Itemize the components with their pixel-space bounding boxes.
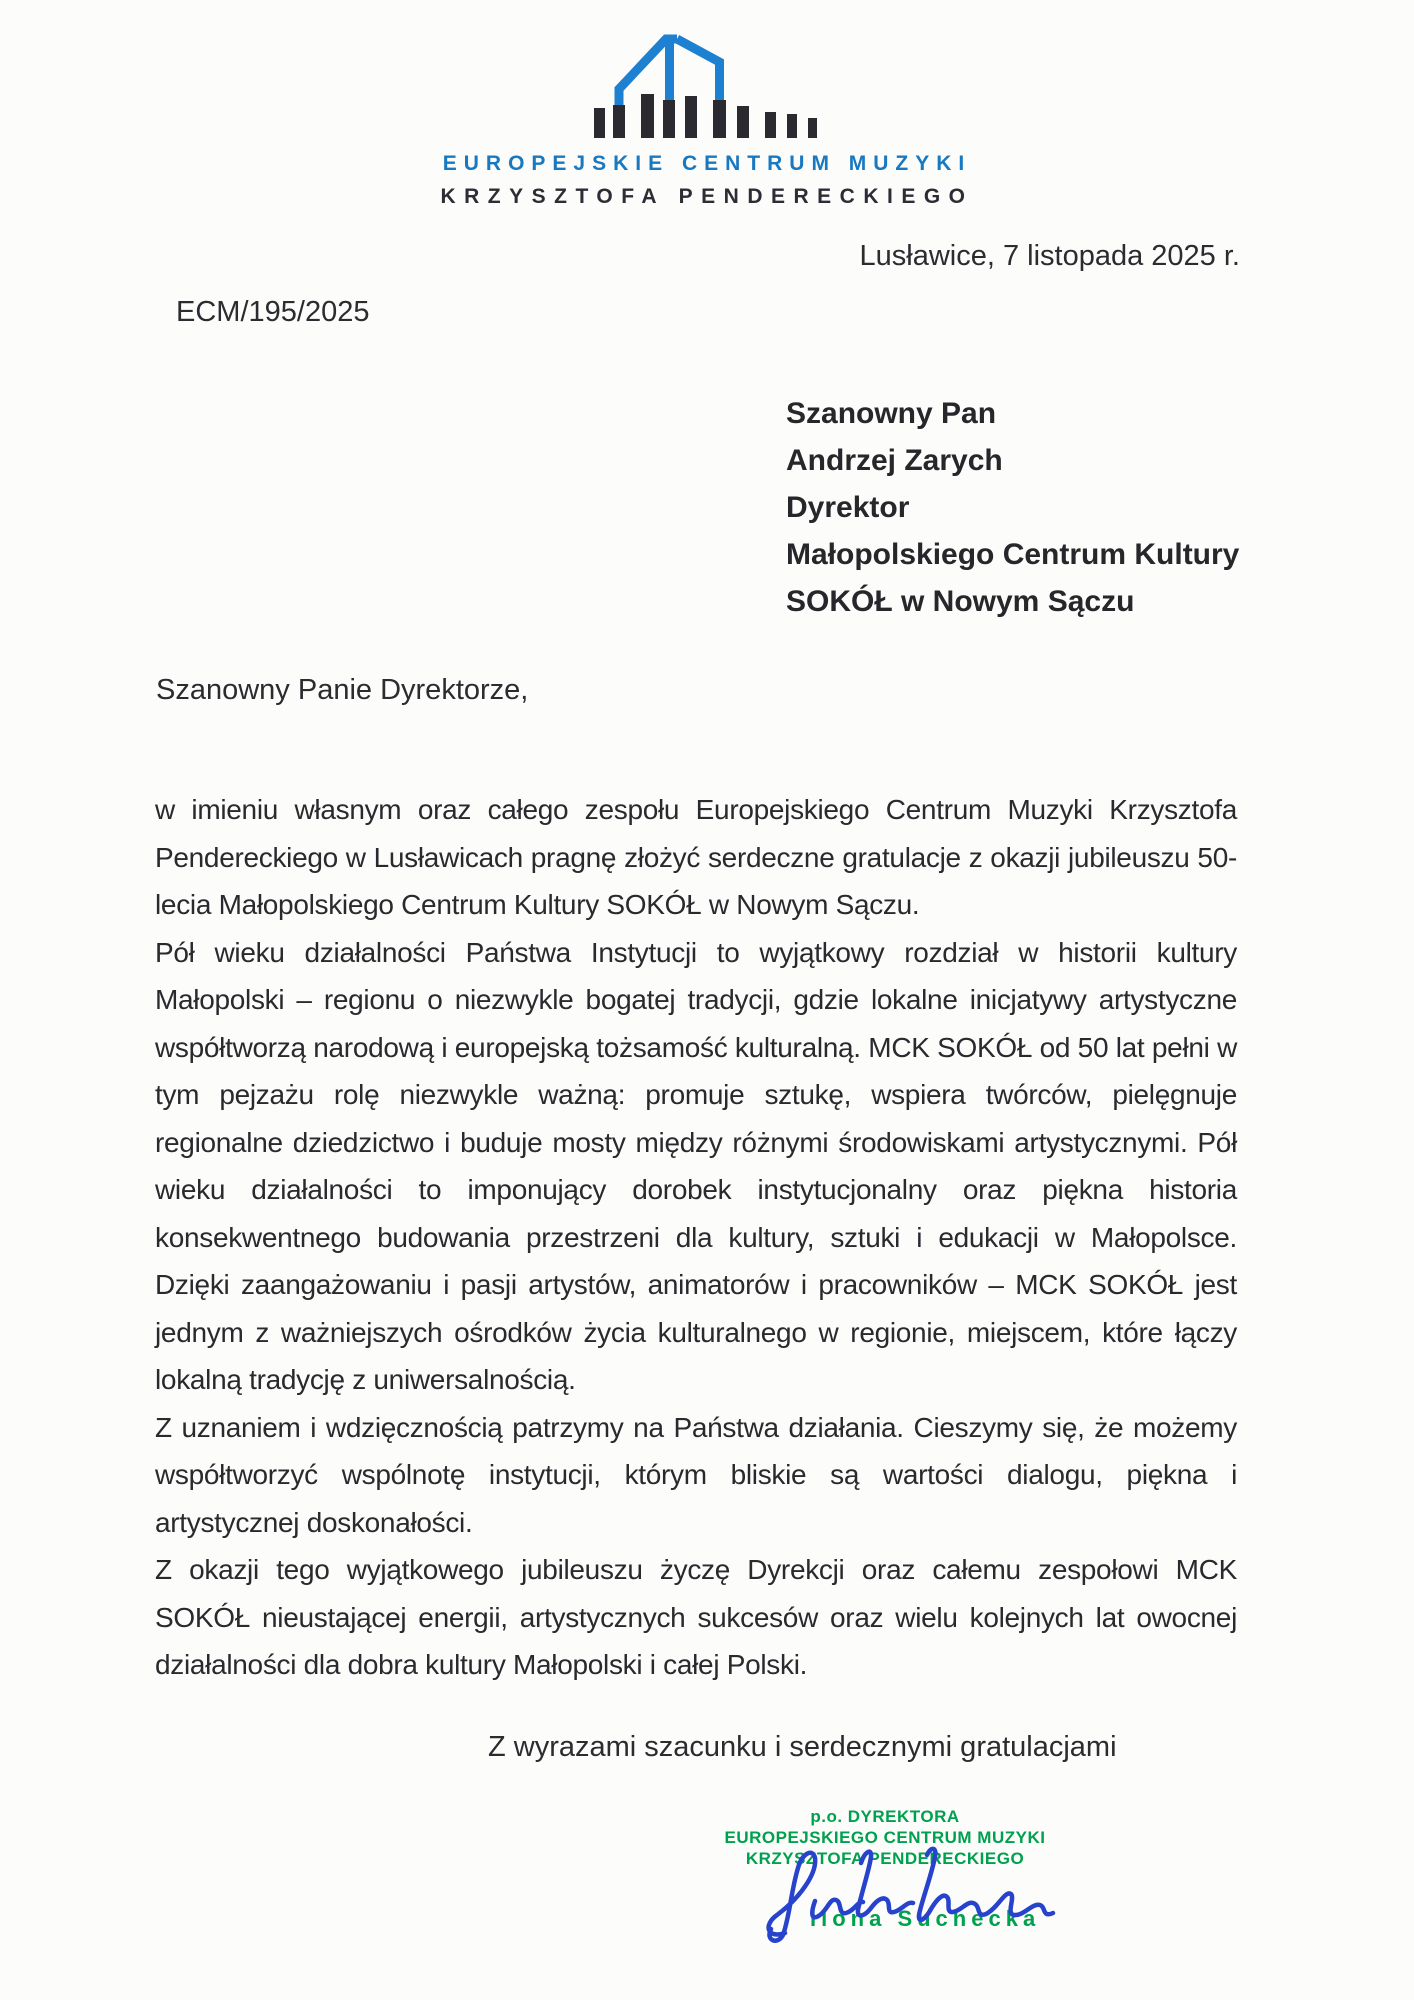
body-paragraph: w imieniu własnym oraz całego zespołu Europejskiego Centrum Muzyki Krzysztofa Pendereckiego w Lusławicach pragnę złożyć serdeczne gratulacje z okazji jubileuszu 50-lecia Małopolskiego Centrum Kultury SOKÓŁ w Nowym Sączu. [155,794,1237,920]
body-paragraph: Z uznaniem i wdzięcznością patrzymy na Państwa działania. Cieszymy się, że możemy współtworzyć wspólnotę instytucji, którym bliskie są wartości dialogu, piękna i artystycznej doskonałości. [155,1411,1237,1538]
org-name-line2: KRZYSZTOFA PENDERECKIEGO [440,185,974,208]
body-paragraph: Pół wieku działalności Państwa Instytucji to wyjątkowy rozdział w historii kultury Małopolski – regionu o niezwykle bogatej tradycji, gdzie lokalne inicjatywy artystyczne współtworzą narodową i europejską tożsamość kulturalną. MCK SOKÓŁ od 50 lat pełni w tym pejzażu rolę niezwykle ważną: promuje sztukę, wspiera twórców, pielęgnuje regionalne dziedzictwo i buduje mosty między różnymi środowiskami artystycznymi. Pół wieku działalności to imponujący dorobek instytucjonalny oraz piękna historia konsekwentnego budowania przestrzeni dla kultury, sztuki i edukacji w Małopolsce. Dzięki zaangażowaniu i pasji artystów, animatorów i pracowników – MCK SOKÓŁ jest jednym z ważniejszych ośrodków życia kulturalnego w regionie, miejscem, które łączy lokalną tradycję z uniwersalnością. [155,936,1237,1395]
handwritten-signature [755,1843,1075,1943]
ecm-building-logo-icon [582,26,832,141]
recipient-block [786,390,1239,625]
recipient-line: Szanowny Pan [786,397,997,430]
salutation: Szanowny Panie Dyrektorze, [156,674,529,706]
stamp-line: KRZYSZTOFA PENDERECKIEGO [745,1849,1025,1868]
place-date: Lusławice, 7 listopada 2025 r. [859,240,1240,272]
org-name-line1: EUROPEJSKIE CENTRUM MUZYKI [442,152,972,175]
stamp-line: p.o. DYREKTORA [810,1807,960,1826]
recipient-line: Andrzej Zarych [786,444,1003,477]
stamp-line: EUROPEJSKIEGO CENTRUM MUZYKI [724,1828,1046,1847]
signer-name: Ilona Suchecka [810,1906,1041,1931]
recipient-line: Małopolskiego Centrum Kultury [786,538,1240,571]
body-paragraph: Z okazji tego wyjątkowego jubileuszu życzę Dyrekcji oraz całemu zespołowi MCK SOKÓŁ nieustającej energii, artystycznych sukcesów oraz wielu kolejnych lat owocnej działalności dla dobra kultury Małopolski i całej Polski. [155,1554,1237,1680]
reference-number: ECM/195/2025 [176,296,370,328]
recipient-line: SOKÓŁ w Nowym Sączu [786,585,1135,618]
letter-body [155,786,1237,1689]
recipient-line: Dyrektor [786,491,910,524]
letterhead [387,26,1027,210]
closing-line: Z wyrazami szacunku i serdecznymi gratulacjami [488,1731,1117,1763]
